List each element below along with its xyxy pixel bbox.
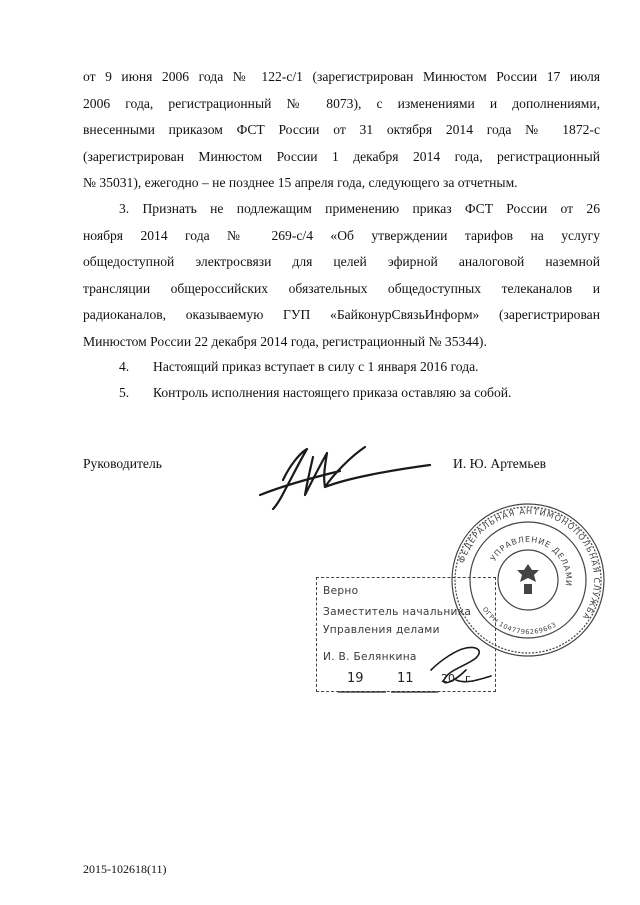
stamp-signature: [316, 640, 516, 700]
stamp-date-month: 11: [397, 671, 414, 686]
stamp-line-verno: Верно: [323, 585, 359, 597]
text-line: 3. Признать не подлежащим применению приказ ФСТ России от 26: [119, 201, 600, 216]
item-3-paragraph: [83, 196, 600, 356]
text-line: внесенными приказом ФСТ России от 31 октября 2014 года № 1872-с: [83, 122, 600, 138]
paragraph-continuation: [83, 64, 600, 197]
seal-outer-text: ФЕДЕРАЛЬНАЯ АНТИМОНОПОЛЬНАЯ СЛУЖБА: [456, 505, 603, 623]
text-line: № 35031), ежегодно – не позднее 15 апреля года, следующего за отчетным.: [83, 175, 518, 191]
signer-name: И. Ю. Артемьев: [453, 456, 547, 471]
item-number: 4.: [119, 359, 130, 374]
stamp-line-name: И. В. Белянкина: [323, 651, 417, 663]
stamp-line-position: Заместитель начальника: [323, 606, 472, 618]
text-line: от 9 июня 2006 года № 122-с/1 (зарегистрирован Минюстом России 17 июля: [83, 69, 600, 84]
stamp-date-year: 20: [441, 672, 455, 685]
text-line: 2006 года, регистрационный № 8073), с изменениями и дополнениями,: [83, 95, 600, 111]
text-line: Минюстом России 22 декабря 2014 года, регистрационный № 35344).: [83, 333, 487, 349]
text-line: общедоступной электросвязи для целей эфирной аналоговой наземной: [83, 254, 600, 270]
stamp-line-department: Управления делами: [323, 624, 440, 636]
item-4: [119, 357, 479, 377]
item-text: Настоящий приказ вступает в силу с 1 января 2016 года.: [153, 359, 479, 374]
handwritten-signature: [255, 435, 455, 515]
item-text: Контроль исполнения настоящего приказа оставляю за собой.: [153, 385, 512, 400]
text-line: трансляции общероссийских обязательных общедоступных телеканалов и: [83, 280, 600, 296]
seal-emblem-icon: [517, 564, 539, 594]
seal-ogrn-text: ОГРН 1047796269663: [480, 605, 558, 637]
item-number: 5.: [119, 385, 130, 400]
text-line: ноября 2014 года № 269-с/4 «Об утверждении тарифов на услугу: [83, 227, 600, 243]
text-line: радиоканалов, оказываемую ГУП «БайконурСвязьИнформ» (зарегистрирован: [83, 307, 600, 323]
stamp-date-suffix: г.: [465, 672, 475, 685]
seal-inner-text: УПРАВЛЕНИЕ ДЕЛАМИ: [488, 534, 574, 588]
stamp-date-day: 19: [347, 671, 364, 686]
text-line: (зарегистрирован Минюстом России 1 декабря 2014 года, регистрационный: [83, 148, 600, 164]
item-5: [119, 383, 511, 403]
signer-role: Руководитель: [83, 456, 162, 471]
document-number: 2015-102618(11): [83, 862, 167, 876]
